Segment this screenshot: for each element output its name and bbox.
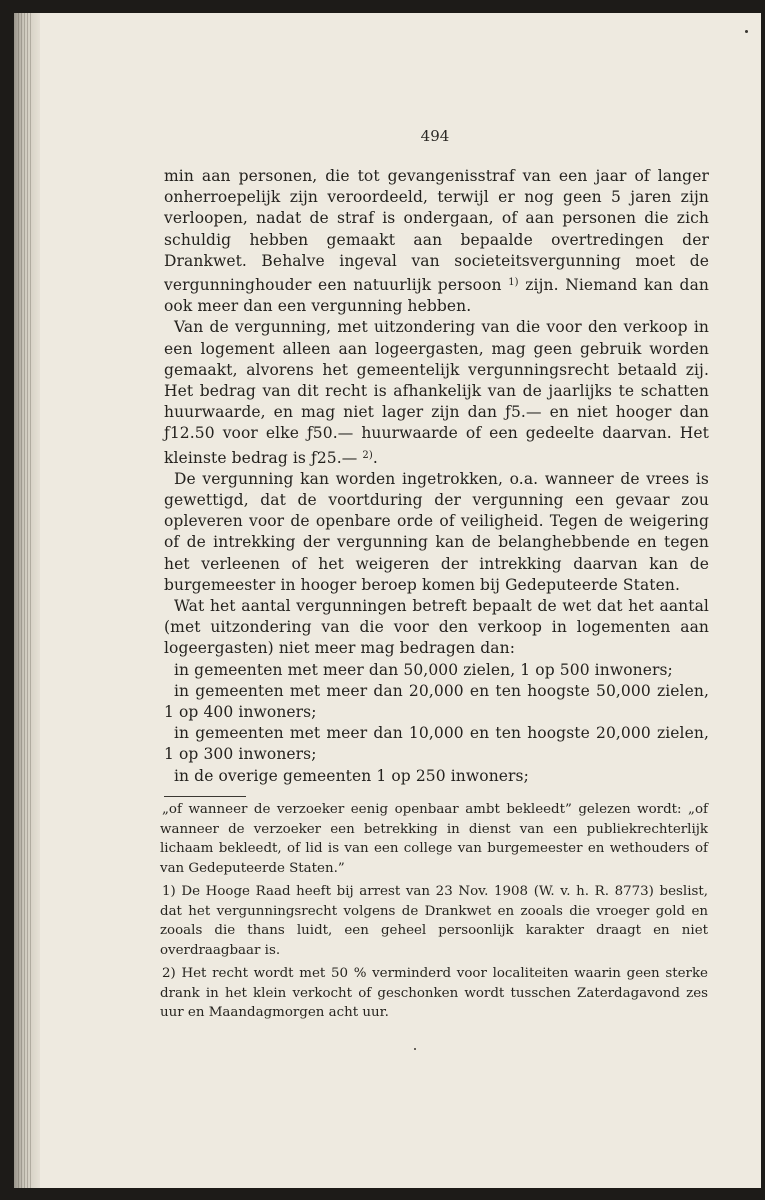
paragraph-2 <box>164 317 709 468</box>
footnote-ref-2: 2) <box>362 449 373 461</box>
footnote-ref-1: 1) <box>508 277 519 289</box>
quota-list-item: in gemeenten met meer dan 50,000 zielen, 1 op 500 inwoners; <box>174 660 673 679</box>
paragraph-1 <box>164 166 709 317</box>
page-edge-lines <box>18 13 32 1188</box>
quota-list-item: in gemeenten met meer dan 20,000 en ten hoogste 50,000 zielen, 1 op 400 inwoners; <box>164 681 709 722</box>
quota-list-item: in de overige gemeenten 1 op 250 inwoners; <box>174 766 529 785</box>
speck <box>745 30 748 33</box>
footnotes <box>160 800 708 1027</box>
footnote-continuation: „of wanneer de verzoeker eenig openbaar ambt bekleedt” gelezen wordt: „of wanneer de verzoeker een betrekking in dienst van een publiekrechterlijk lichaam bekleedt, of lid is van een college van burgemeester en wethouders of van Gedeputeerde Staten.” <box>160 802 708 876</box>
footnote-1: 1) De Hooge Raad heeft bij arrest van 23 Nov. 1908 (W. v. h. R. 8773) beslist, dat het vergunningsrecht volgens de Drankwet en zooals die vroeger gold en zooals die thans luidt, een geheel persoonlijk karakter draagt en niet overdraagbaar is. <box>160 884 708 958</box>
paragraph-2-tail: . <box>372 448 378 467</box>
paragraph-1-tail: zijn. Niemand kan dan ook meer dan een vergunning hebben. <box>164 276 709 316</box>
speck <box>414 1048 416 1050</box>
page-number: 494 <box>420 127 450 145</box>
quota-list <box>164 660 709 787</box>
footnote-divider <box>164 796 246 797</box>
quota-list-item: in gemeenten met meer dan 10,000 en ten hoogste 20,000 zielen, 1 op 300 inwoners; <box>164 724 709 764</box>
paragraph-4: Wat het aantal vergunningen betreft bepaalt de wet dat het aantal (met uitzondering van die voor den verkoop in logementen aan logeergasten) niet meer mag bedragen dan: <box>164 597 709 658</box>
footnote-2: 2) Het recht wordt met 50 % verminderd voor localiteiten waarin geen sterke drank in het klein verkocht of geschonken wordt tusschen Zaterdagavond zes uur en Maandagmorgen acht uur. <box>160 966 708 1020</box>
main-text <box>164 166 709 787</box>
paragraph-2-text: Van de vergunning, met uitzondering van die voor den verkoop in een logement alleen aan logeergasten, mag geen gebruik worden gemaakt, alvorens het gemeentelijk vergunningsrecht betaald zij. Het bedrag van dit recht is afhankelijk van de jaarlijks te schatten huurwaarde, en mag niet lager zijn dan ƒ5.— en niet hooger dan ƒ12.50 voor elke ƒ50.— huurwaarde of een gedeelte daarvan. Het kleinste bedrag is ƒ25.— <box>164 318 709 467</box>
paragraph-1-text: min aan personen, die tot gevangenisstraf van een jaar of langer onherroepelijk zijn veroordeeld, terwijl er nog geen 5 jaren zijn verloopen, nadat de straf is ondergaan, of aan personen die zich schuldig hebben gemaakt aan bepaalde overtredingen der Drankwet. Behalve ingeval van societeitsvergunning moet de vergunninghouder een natuurlijk persoon <box>164 167 709 295</box>
paragraph-3: De vergunning kan worden ingetrokken, o.a. wanneer de vrees is gewettigd, dat de voortduring der vergunning een gevaar zou opleveren voor de openbare orde of veiligheid. Tegen de weigering of de intrekking der vergunning kan de belanghebbende en tegen het verleenen of het weigeren der intrekking daarvan kan de burgemeester in hooger beroep komen bij Gedeputeerde Staten. <box>164 469 709 594</box>
